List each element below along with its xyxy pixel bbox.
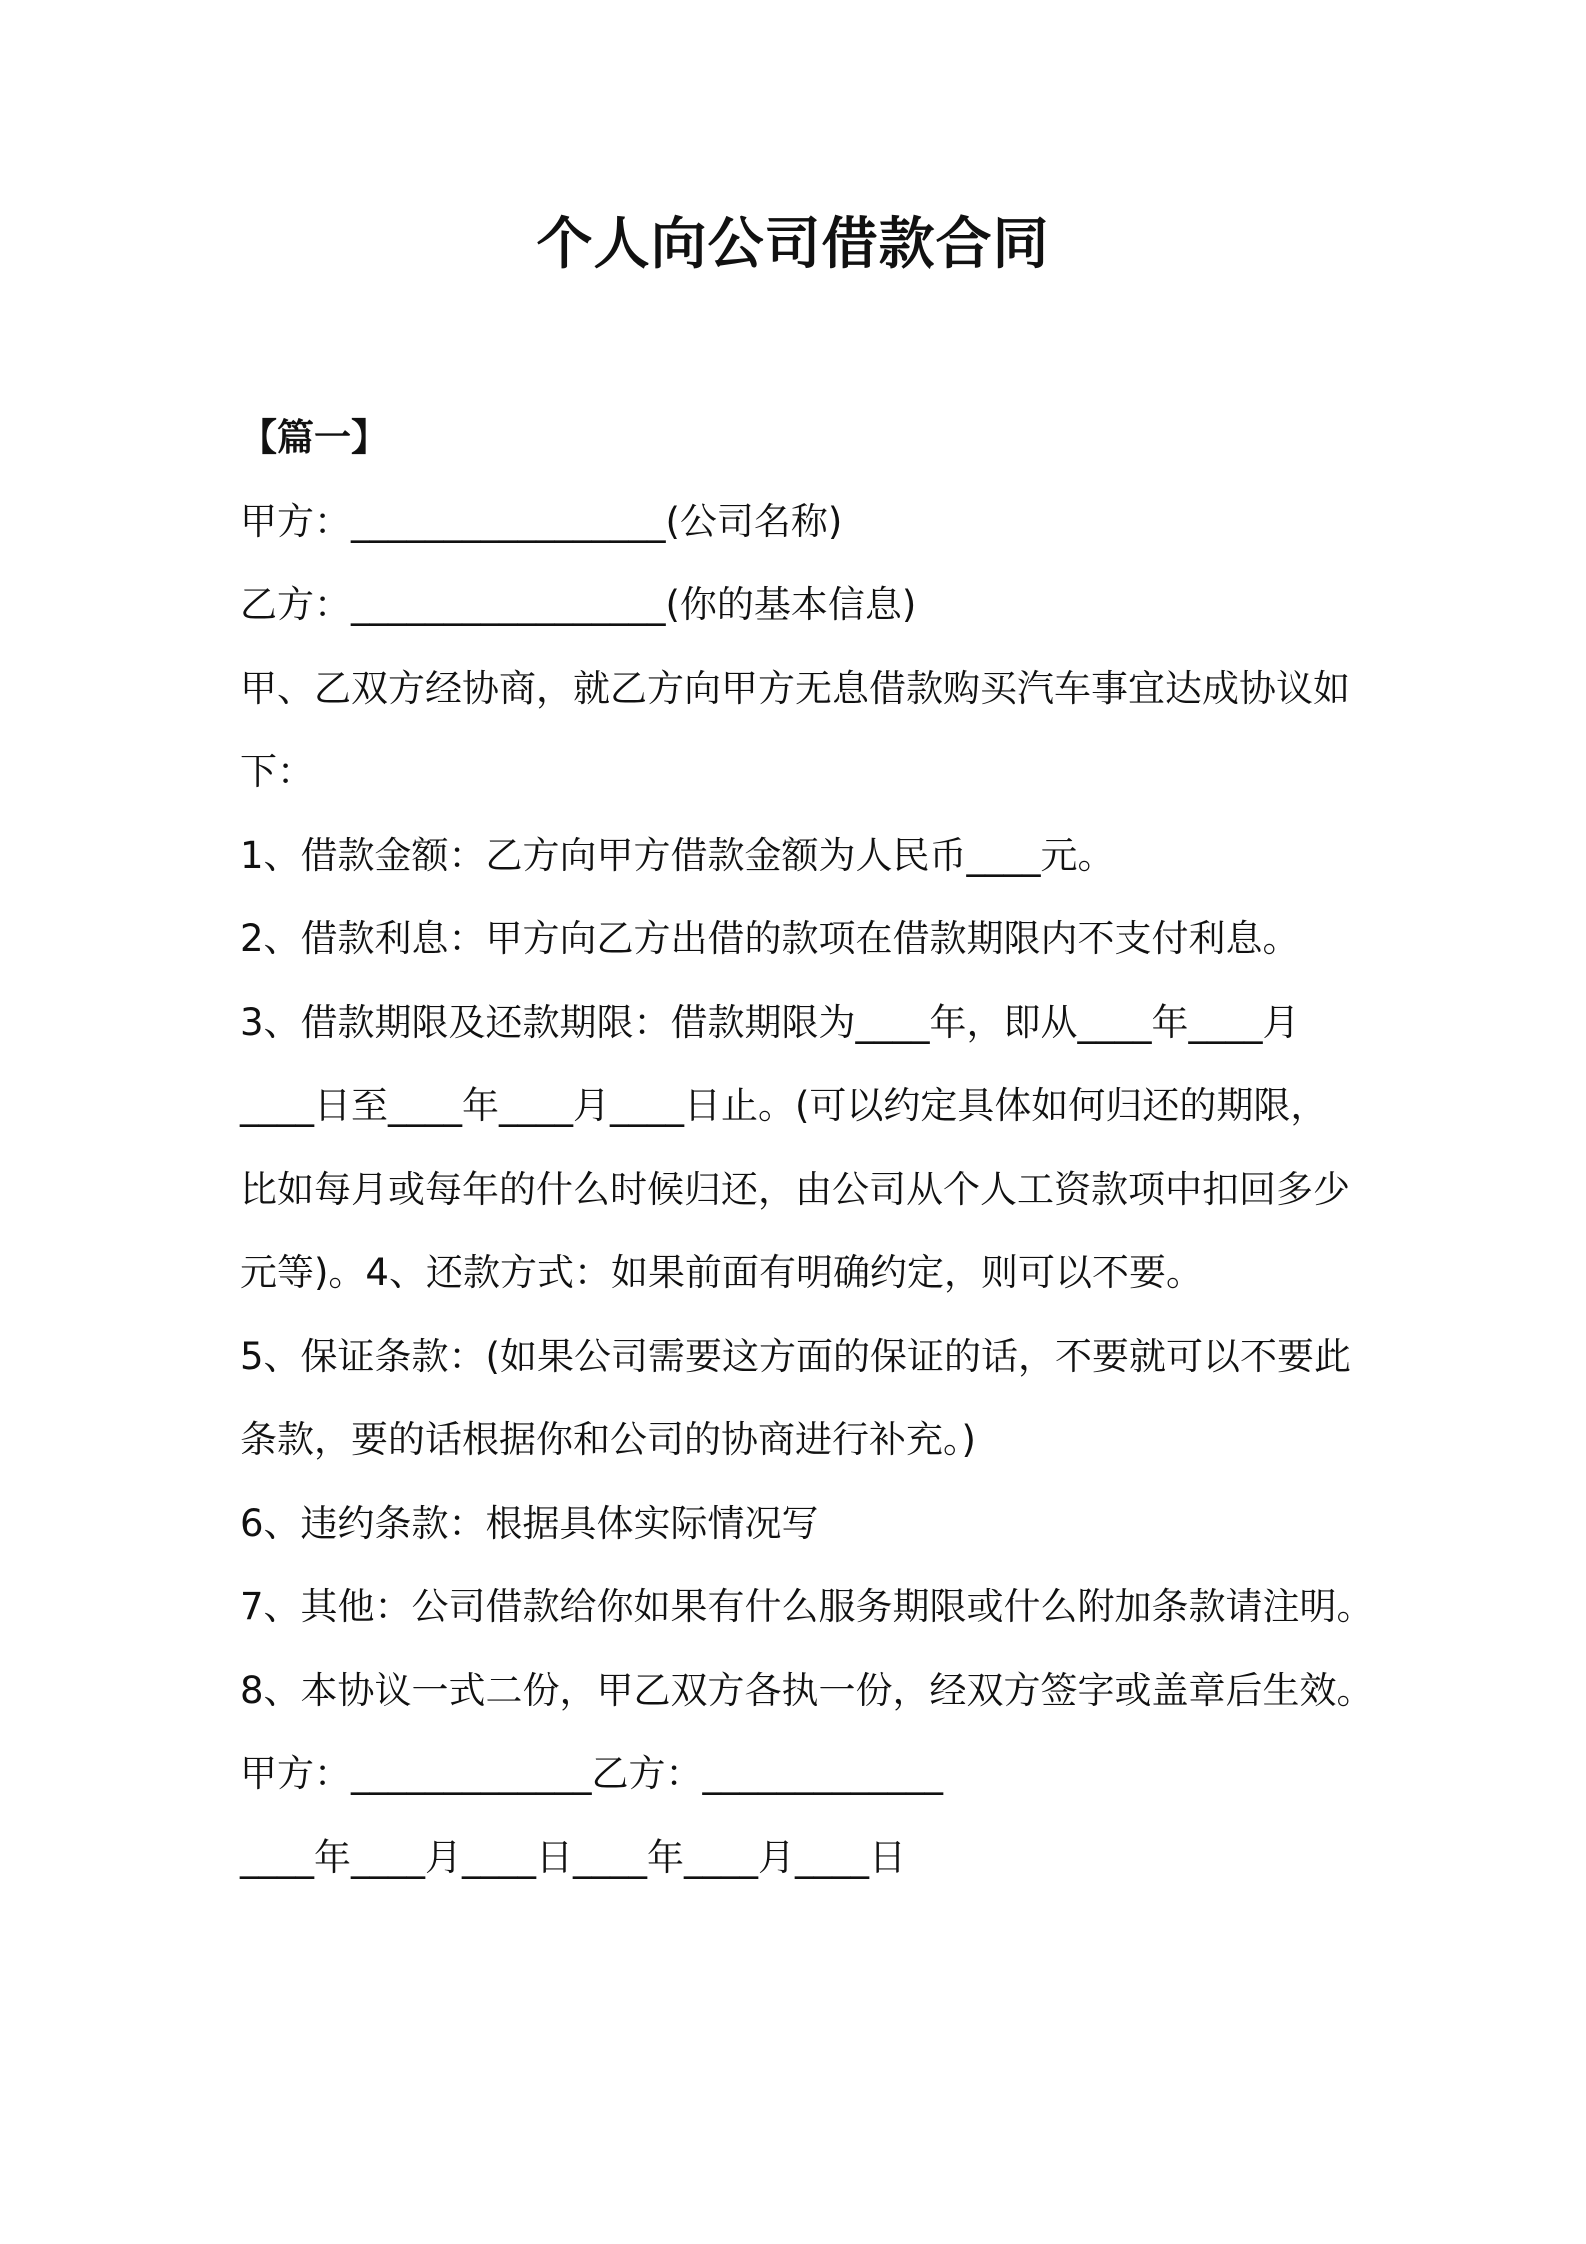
document-title: 个人向公司借款合同 [536, 212, 1050, 277]
clause-2-interest: 2、借款利息：甲方向乙方出借的款项在借款期限内不支付利息。 [240, 917, 1300, 960]
date-line: ____年____月____日____年____月____日 [240, 1835, 906, 1879]
party-b-line: 乙方：_________________(你的基本信息) [240, 583, 917, 626]
clause-7-other: 7、其他：公司借款给你如果有什么服务期限或什么附加条款请注明。 [240, 1585, 1374, 1628]
clause-5-guarantee-line-1: 5、保证条款：(如果公司需要这方面的保证的话，不要就可以不要此 [240, 1334, 1351, 1378]
clause-3-term-line-3: 比如每月或每年的什么时候归还，由公司从个人工资款项中扣回多少 [240, 1167, 1350, 1211]
document-body [240, 408, 1380, 1911]
clause-5-guarantee-line-2: 条款，要的话根据你和公司的协商进行补充。) [240, 1418, 976, 1461]
clause-3-term-line-1: 3、借款期限及还款期限：借款期限为____年，即从____年____月 [240, 1000, 1300, 1044]
agreement-intro-line-2: 下： [240, 750, 314, 793]
section-heading: 【篇一】 [240, 416, 388, 459]
clause-8-effectiveness: 8、本协议一式二份，甲乙双方各执一份，经双方签字或盖章后生效。 [240, 1668, 1374, 1712]
clause-3-4-repayment-line: 元等)。4、还款方式：如果前面有明确约定，则可以不要。 [240, 1251, 1203, 1294]
party-a-line: 甲方：_________________(公司名称) [240, 499, 843, 543]
clause-6-breach: 6、违约条款：根据具体实际情况写 [240, 1501, 819, 1545]
clause-3-term-line-2: ____日至____年____月____日止。(可以约定具体如何归还的期限， [240, 1084, 1328, 1127]
clause-1-amount: 1、借款金额：乙方向甲方借款金额为人民币____元。 [240, 833, 1115, 877]
signature-line: 甲方：_____________乙方：_____________ [240, 1752, 943, 1795]
agreement-intro-line-1: 甲、乙双方经协商，就乙方向甲方无息借款购买汽车事宜达成协议如 [240, 666, 1350, 710]
